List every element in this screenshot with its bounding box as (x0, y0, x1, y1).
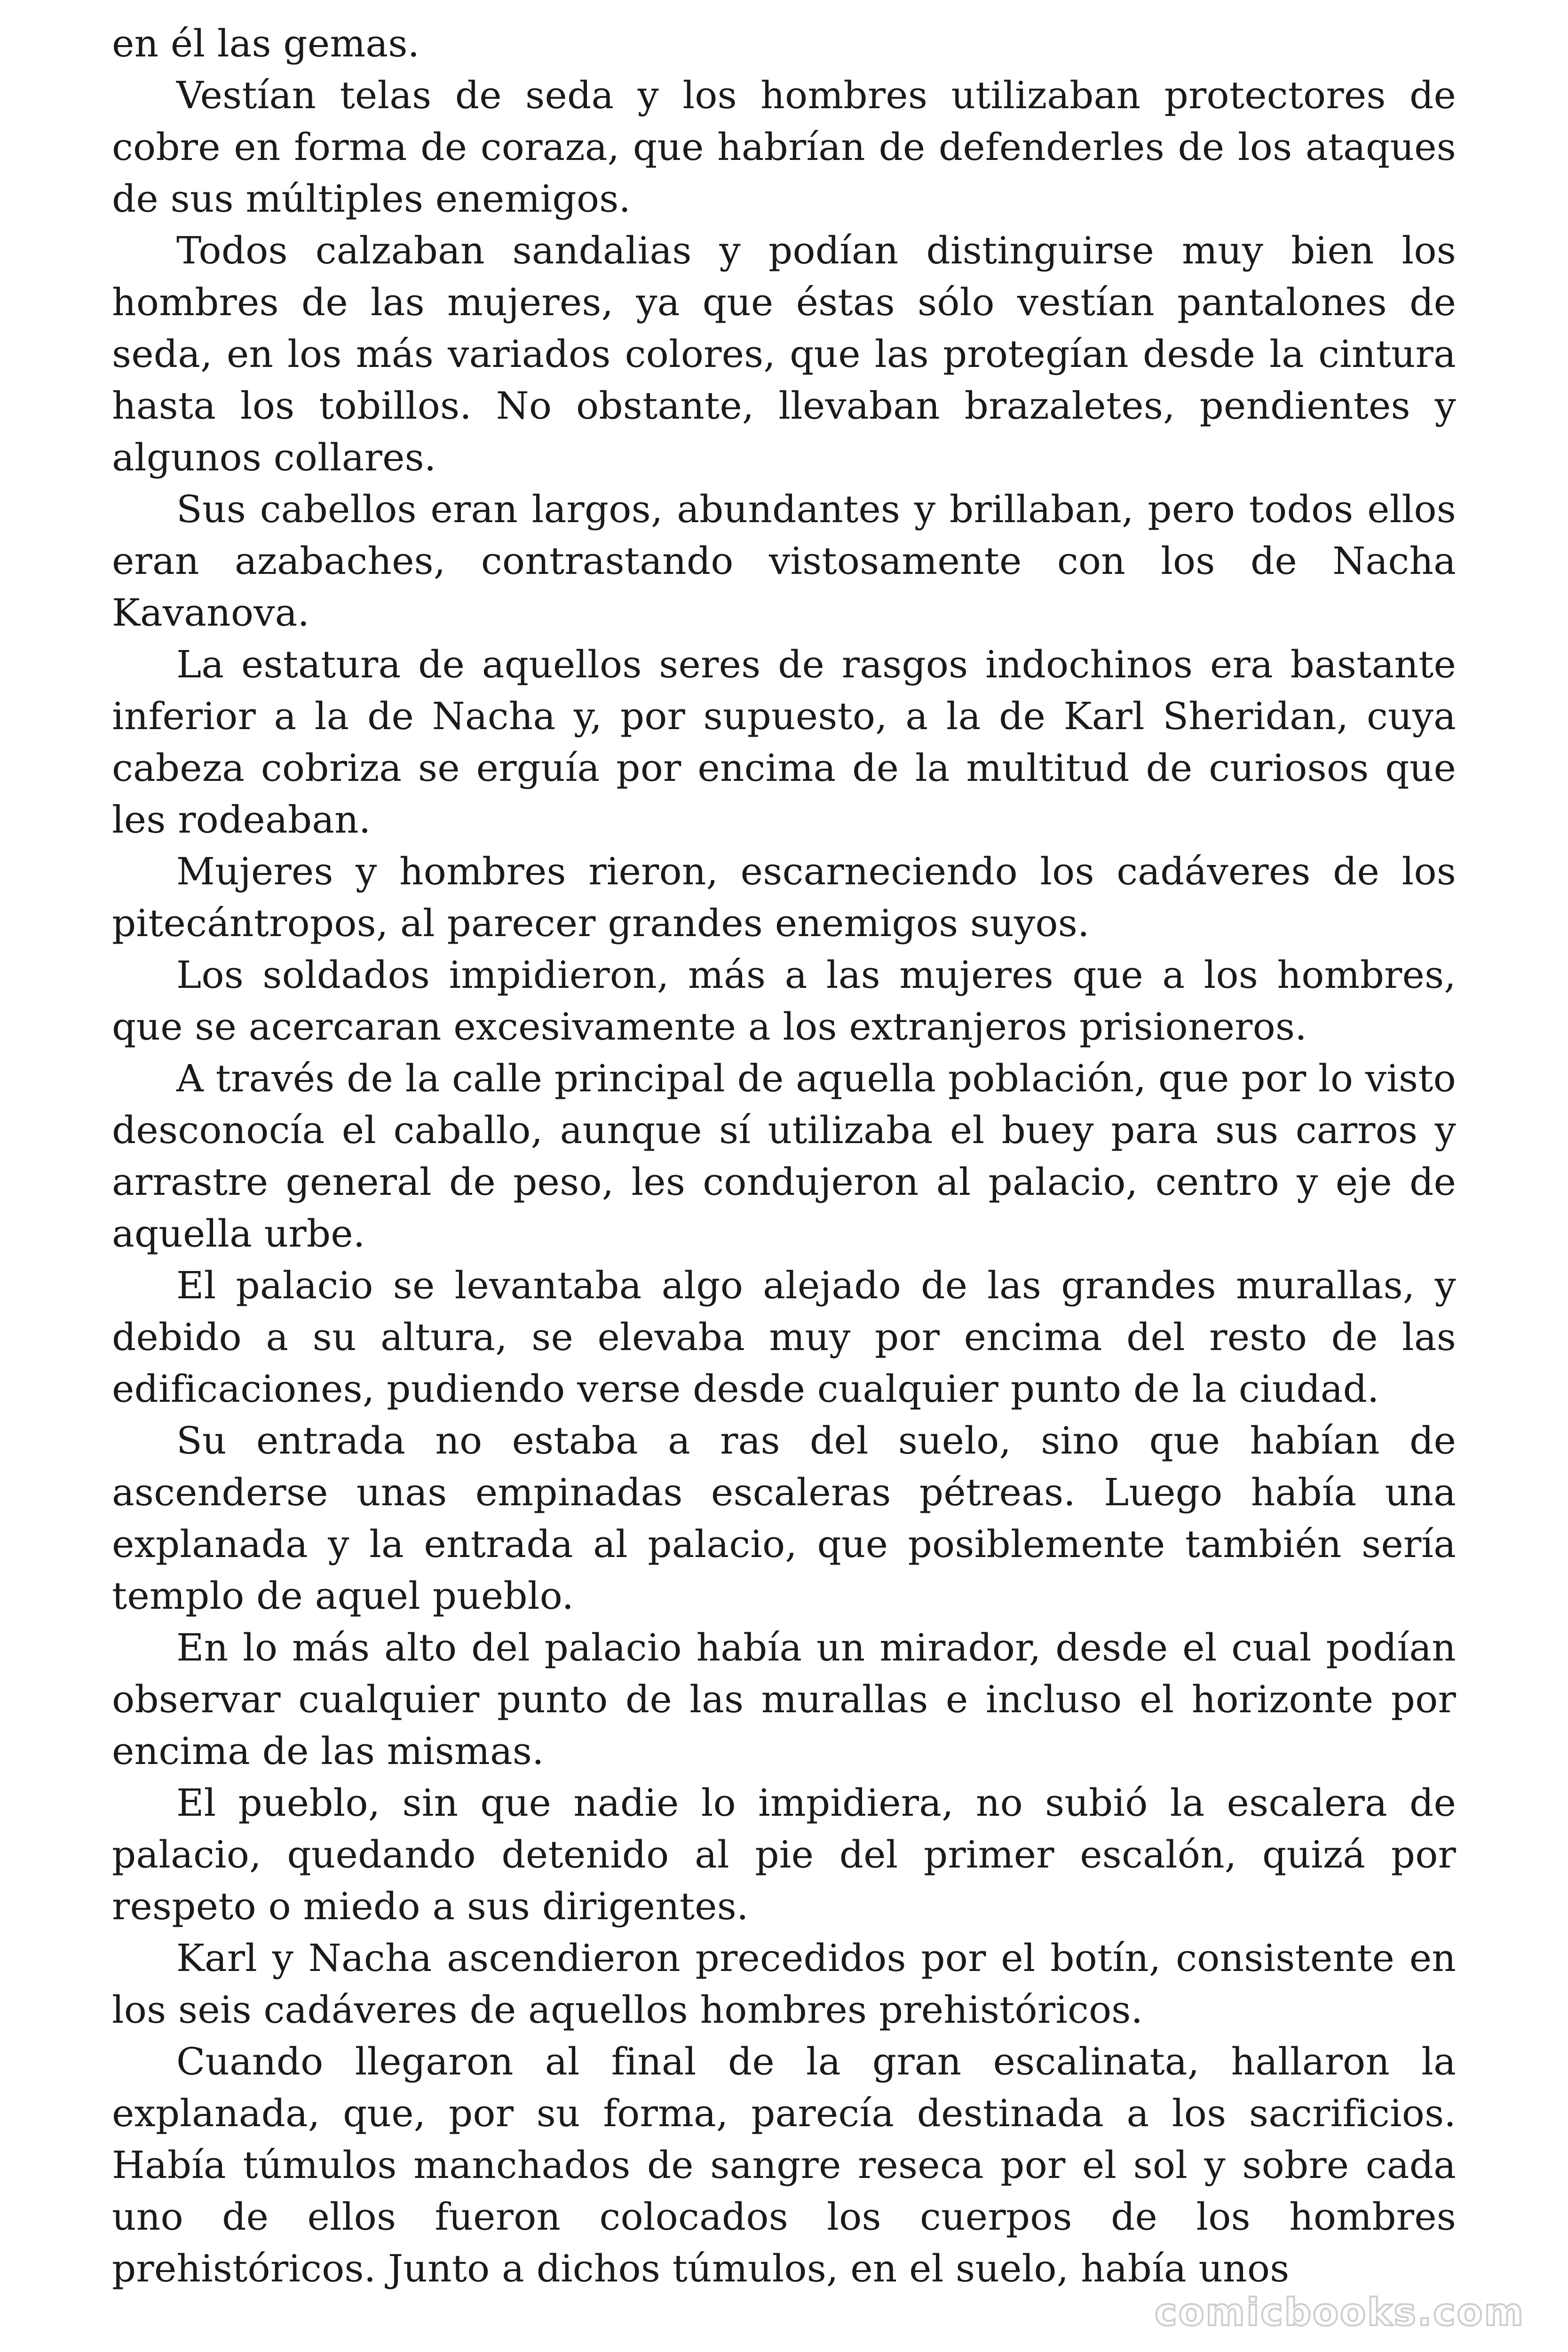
paragraph: Karl y Nacha ascendieron precedidos por el botín, consistente en los seis cadáveres de aquellos hombres prehistóricos. (112, 1936, 1456, 2032)
paragraph: El palacio se levantaba algo alejado de las grandes murallas, y debido a su altura, se elevaba muy por encima del resto de las edificaciones, pudiendo verse desde cualquier punto de la ciudad. (112, 1263, 1456, 1411)
paragraph: Los soldados impidieron, más a las mujeres que a los hombres, que se acercaran excesivamente a los extranjeros prisioneros. (112, 953, 1456, 1049)
watermark: comicbooks.com (1155, 2290, 1525, 2334)
paragraph: El pueblo, sin que nadie lo impidiera, no subió la escalera de palacio, quedando detenido al pie del primer escalón, quizá por respeto o miedo a sus dirigentes. (112, 1781, 1456, 1928)
text-column (112, 18, 1456, 2295)
paragraph: La estatura de aquellos seres de rasgos indochinos era bastante inferior a la de Nacha y, por supuesto, a la de Karl Sheridan, cuya cabeza cobriza se erguía por encima de la multitud de curiosos que les rodeaban. (112, 643, 1456, 842)
paragraph: Todos calzaban sandalias y podían distinguirse muy bien los hombres de las mujeres, ya que éstas sólo vestían pantalones de seda, en los más variados colores, que las protegían desde la cintura hasta los tobillos. No obstante, llevaban brazaletes, pendientes y algunos collares. (112, 229, 1456, 479)
paragraph: En lo más alto del palacio había un mirador, desde el cual podían observar cualquier punto de las murallas e incluso el horizonte por encima de las mismas. (112, 1626, 1456, 1773)
paragraph: Cuando llegaron al final de la gran escalinata, hallaron la explanada, que, por su forma, parecía destinada a los sacrificios. Había túmulos manchados de sangre reseca por el sol y sobre cada uno de ellos fueron colocados los cuerpos de los hombres prehistóricos. Junto a dichos túmulos, en el suelo, había unos (112, 2040, 1456, 2290)
paragraph: A través de la calle principal de aquella población, que por lo visto desconocía el caballo, aunque sí utilizaba el buey para sus carros y arrastre general de peso, les condujeron al palacio, centro y eje de aquella urbe. (112, 1057, 1456, 1255)
paragraph: Vestían telas de seda y los hombres utilizaban protectores de cobre en forma de coraza, que habrían de defenderles de los ataques de sus múltiples enemigos. (112, 73, 1456, 221)
paragraph: Sus cabellos eran largos, abundantes y brillaban, pero todos ellos eran azabaches, contrastando vistosamente con los de Nacha Kavanova. (112, 487, 1456, 635)
paragraph: Mujeres y hombres rieron, escarneciendo los cadáveres de los pitecántropos, al parecer grandes enemigos suyos. (112, 850, 1456, 945)
paragraph: Su entrada no estaba a ras del suelo, sino que habían de ascenderse unas empinadas escaleras pétreas. Luego había una explanada y la entrada al palacio, que posiblemente también sería templo de aquel pueblo. (112, 1419, 1456, 1618)
paragraph-continued: en él las gemas. (112, 22, 420, 65)
